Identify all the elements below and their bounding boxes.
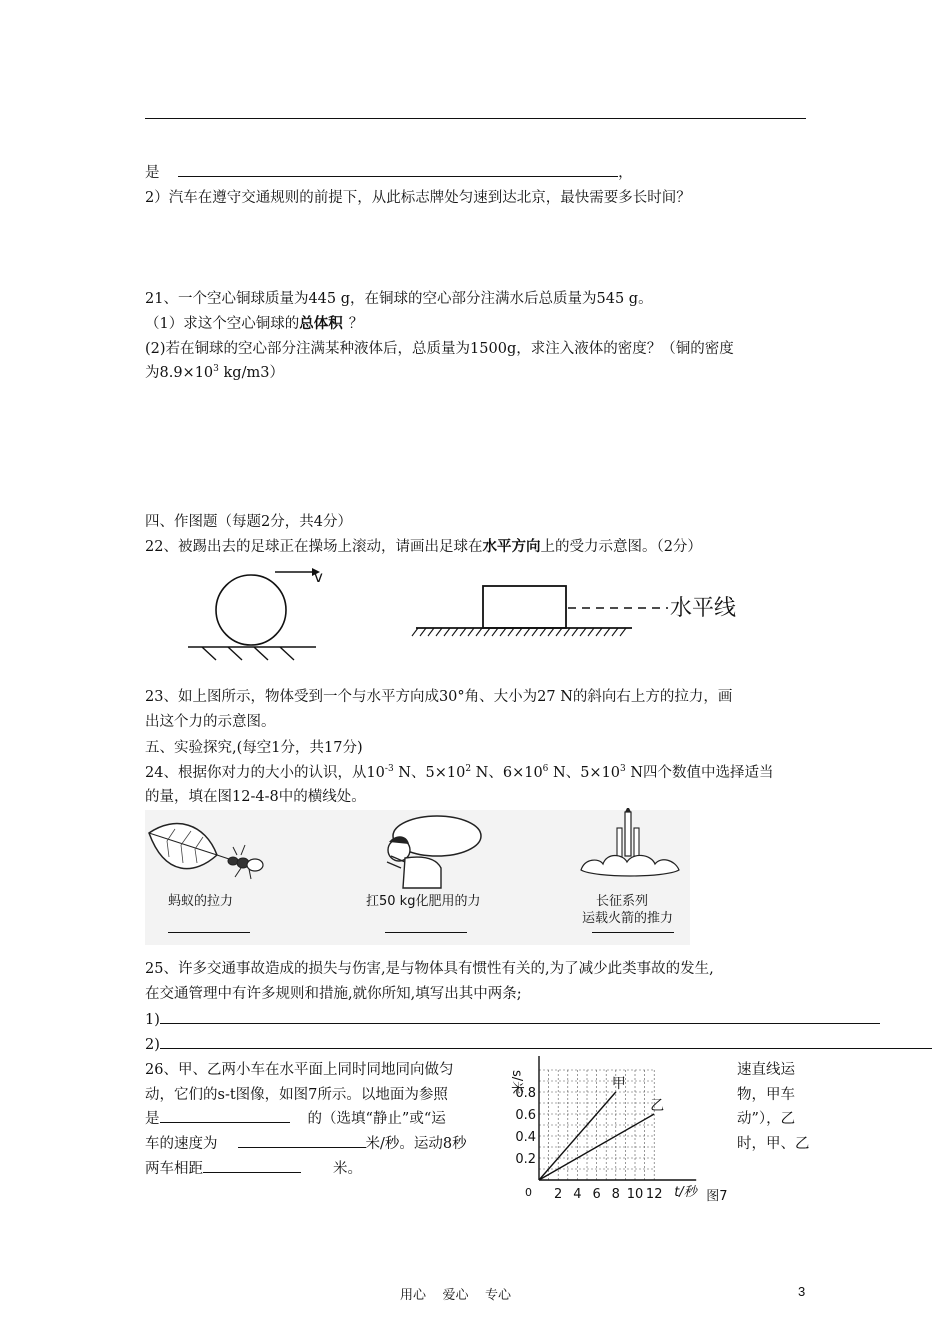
q26-line2-left: 动，它们的s-t图像，如图7所示。以地面为参照: [145, 1087, 448, 1103]
chart-grid: [539, 1070, 654, 1180]
caption-rocket-2: 运载火箭的推力: [582, 911, 674, 926]
floor-hatch: [412, 628, 626, 636]
q26-line3-left: [145, 1110, 446, 1128]
q20-part2: 2）汽车在遵守交通规则的前提下，从此标志牌处匀速到达北京，最快需要多长时间？: [145, 190, 691, 206]
q26-line5-prefix: 两车相距: [145, 1161, 203, 1177]
st-graph: [505, 1048, 735, 1208]
q21-stem: 21、一个空心铜球质量为445 g，在铜球的空心部分注满水后总质量为545 g。: [145, 291, 653, 307]
q22-suffix: 上的受力示意图。（2分）: [540, 539, 702, 555]
section5-title: 五、实验探究,(每空1分，共17分): [145, 740, 363, 756]
floor-hatch-mark: [428, 628, 434, 636]
q20-suffix: ，: [618, 165, 633, 181]
q26-line3-mid: 的（选填“静止”或“运: [307, 1111, 446, 1127]
q26-line1-left: 26、甲、乙两小车在水平面上同时同地同向做匀: [145, 1062, 454, 1078]
q21-density-unit: kg/m3）: [218, 365, 284, 381]
q26-line5-mid: 米。: [333, 1161, 362, 1177]
q26-blank-1[interactable]: [160, 1122, 290, 1123]
q22-bold: 水平方向: [482, 538, 541, 555]
floor-hatch-mark: [532, 628, 538, 636]
floor-hatch-mark: [548, 628, 554, 636]
blank-sack[interactable]: [385, 932, 467, 933]
q25-line1: 25、许多交通事故造成的损失与伤害,是与物体具有惯性有关的,为了减少此类事故的发生,: [145, 961, 714, 977]
horizon-label: 水平线: [670, 596, 737, 621]
floor-hatch-mark: [596, 628, 602, 636]
floor-hatch-mark: [476, 628, 482, 636]
floor-hatch-mark: [444, 628, 450, 636]
x-tick-label: 6: [592, 1187, 601, 1202]
q24-exp-1: -3: [384, 764, 394, 774]
floor-hatch-mark: [556, 628, 562, 636]
q26-line4-left: [145, 1135, 467, 1153]
floor-hatch-mark: [620, 628, 626, 636]
chart-axes: [539, 1056, 696, 1180]
q22-prefix: 22、被踢出去的足球正在操场上滚动，请画出足球在: [145, 539, 483, 555]
q24-exp-3: 6: [542, 764, 549, 774]
q23-line2: 出这个力的示意图。: [145, 714, 276, 730]
q20-prefix: 是: [145, 165, 160, 181]
rocket-illustration: [575, 808, 685, 888]
floor-hatch-mark: [500, 628, 506, 636]
blank-rocket[interactable]: [592, 932, 674, 933]
q21-part2-line1: (2)若在铜球的空心部分注满某种液体后，总质量为1500g，求注入液体的密度？（铜的密度: [145, 341, 734, 357]
series-label: 甲: [611, 1076, 626, 1092]
y-tick-label: 0.4: [515, 1130, 536, 1145]
block-figure: [410, 582, 770, 642]
floor-hatch-mark: [508, 628, 514, 636]
chart-ticks: [515, 1086, 665, 1202]
caption-ant: 蚂蚁的拉力: [168, 894, 234, 909]
floor-hatch-mark: [580, 628, 586, 636]
origin-label: 0: [525, 1186, 532, 1199]
series-label: 乙: [650, 1098, 665, 1114]
chart-labels: [509, 1070, 727, 1204]
figure-label: 图7: [706, 1189, 728, 1204]
floor-hatch-mark: [436, 628, 442, 636]
q21-density-text: 为8.9×10: [145, 365, 214, 381]
q26-blank-3[interactable]: [203, 1172, 301, 1173]
sack-carrier-illustration: [375, 812, 485, 892]
q24-text-b: N、5×10: [393, 765, 466, 781]
q25-item1-blank[interactable]: [160, 1023, 880, 1024]
floor-hatch-mark: [540, 628, 546, 636]
q26-line4-right: 时，甲、乙: [737, 1136, 810, 1152]
footer-center: 用心 爱心 专心: [400, 1288, 512, 1303]
blank-ant[interactable]: [168, 932, 250, 933]
q22-stem: [145, 538, 702, 556]
q24-line1: [145, 764, 774, 782]
y-tick-label: 0.2: [515, 1152, 536, 1167]
floor-hatch-mark: [572, 628, 578, 636]
q26-line2-right: 物，甲车: [737, 1087, 795, 1103]
q24-exp-4: 3: [620, 764, 626, 774]
floor-hatch-mark: [484, 628, 490, 636]
floor-hatch-mark: [452, 628, 458, 636]
x-axis-label: t/秒: [674, 1185, 697, 1200]
q24-text-a: 24、根据你对力的大小的认识，从10: [145, 765, 385, 781]
q21-density-exp: 3: [213, 364, 219, 374]
caption-sack: 扛50 kg化肥用的力: [366, 894, 481, 909]
q20-blank[interactable]: [178, 176, 618, 177]
floor-hatch-mark: [492, 628, 498, 636]
velocity-label: v: [314, 568, 323, 586]
q25-item1: [145, 1011, 880, 1029]
x-tick-label: 12: [645, 1187, 663, 1202]
q24-line2: 的量，填在图12-4-8中的横线处。: [145, 789, 366, 805]
ground-hatch: [202, 647, 294, 660]
floor-hatch-mark: [516, 628, 522, 636]
header-rule: [145, 118, 806, 119]
q20-answer-line: [145, 164, 633, 182]
q24-text-d: N、5×10: [548, 765, 621, 781]
x-tick-label: 4: [573, 1187, 582, 1202]
y-axis-label: s/米: [509, 1070, 524, 1095]
q21-part1-bold: 总体积: [299, 315, 343, 332]
q26-line5-left: [145, 1160, 362, 1178]
q26-line3-right: 动”），乙: [737, 1111, 796, 1127]
q24-text-e: N四个数值中选择适当: [625, 765, 774, 781]
x-tick-label: 2: [554, 1187, 563, 1202]
y-tick-label: 0.6: [515, 1108, 536, 1123]
caption-rocket-1: 长征系列: [596, 894, 649, 909]
smoke-cloud: [581, 855, 679, 876]
x-tick-label: 8: [611, 1187, 620, 1202]
q26-blank-2[interactable]: [238, 1147, 366, 1148]
x-tick-label: 10: [626, 1187, 644, 1202]
q26-line1-right: 速直线运: [737, 1062, 795, 1078]
ant: [217, 845, 263, 879]
floor-hatch-mark: [524, 628, 530, 636]
q25-item2-label: 2): [145, 1037, 160, 1053]
floor-hatch-mark: [564, 628, 570, 636]
q26-line4-prefix: 车的速度为: [145, 1136, 218, 1152]
q24-exp-2: 2: [465, 764, 472, 774]
floor-hatch-mark: [468, 628, 474, 636]
floor-hatch-mark: [460, 628, 466, 636]
q21-part1-prefix: （1）求这个空心铜球的: [145, 316, 300, 332]
q23-line1: 23、如上图所示，物体受到一个与水平方向成30°角、大小为27 N的斜向右上方的拉力，画: [145, 689, 733, 705]
section4-title: 四、作图题（每题2分，共4分）: [145, 514, 352, 530]
q26-line3-prefix: 是: [145, 1111, 160, 1127]
floor-hatch-mark: [420, 628, 426, 636]
q25-line2: 在交通管理中有许多规则和措施,就你所知,填写出其中两条;: [145, 986, 522, 1002]
ball-circle: [216, 575, 286, 645]
block: [483, 586, 566, 628]
ant-leaf-illustration: [145, 815, 275, 895]
y-tick-label: 0.8: [515, 1086, 536, 1101]
q21-part2-line2: [145, 364, 284, 382]
q21-part1-suffix: ？: [348, 316, 364, 332]
q25-item1-label: 1): [145, 1012, 160, 1028]
floor-hatch-mark: [412, 628, 418, 636]
q21-part1: [145, 315, 363, 333]
ball-figure: [180, 560, 340, 665]
floor-hatch-mark: [612, 628, 618, 636]
body: [403, 857, 441, 888]
q26-line4-mid: 米/秒。运动8秒: [365, 1136, 467, 1152]
page-number: 3: [798, 1284, 806, 1299]
floor-hatch-mark: [588, 628, 594, 636]
floor-hatch-mark: [604, 628, 610, 636]
q24-text-c: N、6×10: [471, 765, 543, 781]
